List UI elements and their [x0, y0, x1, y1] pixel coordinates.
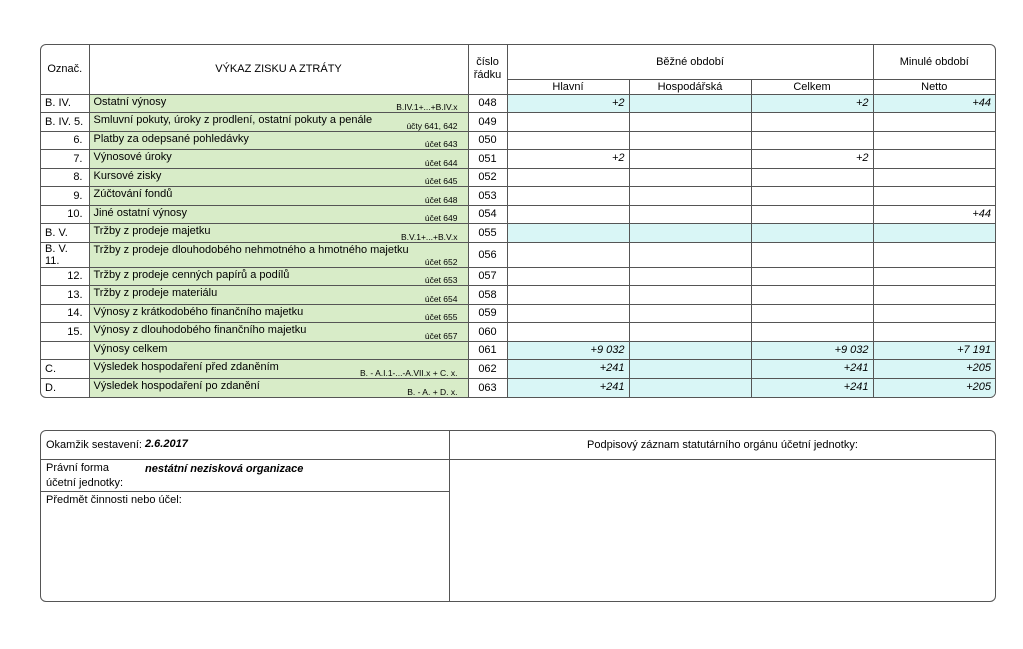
value-celkem [751, 304, 873, 323]
value-netto: +205 [873, 378, 995, 397]
value-celkem: +241 [751, 360, 873, 379]
row-account: účet 657 [424, 330, 458, 341]
row-title: Tržby z prodeje cenných papírů a podílů [93, 268, 290, 281]
row-title: Smluvní pokuty, úroky z prodlení, ostatní pokuty a penále [93, 114, 373, 126]
value-celkem [751, 242, 873, 267]
row-account: účet 648 [424, 194, 458, 205]
value-celkem [751, 205, 873, 224]
row-oznac: 10. [41, 205, 89, 224]
row-oznac: 6. [41, 131, 89, 150]
value-netto [873, 323, 995, 342]
row-title: Výnosy z dlouhodobého finančního majetku [93, 324, 307, 336]
value-celkem [751, 267, 873, 286]
okamzik-label: Okamžik sestavení: [46, 439, 142, 451]
row-oznac: 8. [41, 168, 89, 187]
table-row [41, 267, 995, 286]
row-oznac: C. [41, 360, 89, 379]
value-hlavni [507, 224, 629, 243]
value-hlavni: +2 [507, 150, 629, 169]
value-hospodarska [629, 378, 751, 397]
row-title: Výnosy z krátkodobého finančního majetku [93, 305, 304, 318]
table-row [41, 205, 995, 224]
row-title-cell [89, 341, 468, 360]
table-row [41, 131, 995, 150]
row-title: Tržby z prodeje majetku [93, 225, 211, 237]
row-title-cell [89, 113, 468, 132]
value-celkem [751, 131, 873, 150]
row-account: účet 652 [424, 256, 458, 267]
value-hospodarska [629, 323, 751, 342]
row-number: 058 [468, 286, 507, 305]
value-hlavni [507, 168, 629, 187]
row-number: 048 [468, 94, 507, 113]
header-hospodarska: Hospodářská [629, 79, 751, 94]
row-title-cell [89, 131, 468, 150]
value-celkem [751, 187, 873, 206]
table-row [41, 113, 995, 132]
row-number: 055 [468, 224, 507, 243]
row-number: 050 [468, 131, 507, 150]
row-account: účet 655 [424, 312, 458, 322]
row-title-cell [89, 360, 468, 379]
row-number: 054 [468, 205, 507, 224]
row-account: účet 643 [424, 139, 458, 149]
table-row [41, 341, 995, 360]
value-hospodarska [629, 187, 751, 206]
table-row [41, 304, 995, 323]
row-number: 060 [468, 323, 507, 342]
value-hospodarska [629, 341, 751, 360]
row-title: Ostatní výnosy [93, 95, 167, 108]
table-row [41, 323, 995, 342]
value-hlavni [507, 205, 629, 224]
row-title: Výnosové úroky [93, 151, 172, 163]
value-netto [873, 150, 995, 169]
row-title-cell [89, 187, 468, 206]
signature-box [40, 430, 996, 602]
row-title: Výnosy celkem [93, 342, 168, 355]
value-celkem: +2 [751, 94, 873, 113]
row-title-cell [89, 168, 468, 187]
row-account: účet 654 [424, 293, 458, 304]
row-oznac: 14. [41, 304, 89, 323]
value-celkem: +241 [751, 378, 873, 397]
row-number: 063 [468, 378, 507, 397]
row-title-cell [89, 224, 468, 243]
value-hospodarska [629, 224, 751, 243]
value-hlavni [507, 286, 629, 305]
row-oznac: 7. [41, 150, 89, 169]
value-hospodarska [629, 150, 751, 169]
table-row [41, 150, 995, 169]
table-row [41, 187, 995, 206]
header-hlavni: Hlavní [507, 79, 629, 94]
header-netto: Netto [873, 79, 995, 94]
value-hlavni [507, 304, 629, 323]
value-netto [873, 224, 995, 243]
value-netto [873, 131, 995, 150]
value-netto [873, 168, 995, 187]
value-hlavni: +241 [507, 378, 629, 397]
table-row [41, 242, 995, 267]
row-oznac: D. [41, 378, 89, 397]
row-title-cell [89, 205, 468, 224]
value-netto [873, 187, 995, 206]
table-row [41, 94, 995, 113]
row-title: Jiné ostatní výnosy [93, 206, 188, 219]
row-account: B. - A. + D. x. [407, 386, 458, 397]
row-title-cell [89, 286, 468, 305]
value-hlavni: +9 032 [507, 341, 629, 360]
header-title: VÝKAZ ZISKU A ZTRÁTY [89, 45, 468, 94]
row-account: účet 644 [424, 157, 458, 168]
row-title-cell [89, 94, 468, 113]
row-title-cell [89, 378, 468, 397]
row-oznac: 13. [41, 286, 89, 305]
value-celkem [751, 286, 873, 305]
header-cislo [468, 45, 507, 94]
row-number: 056 [468, 242, 507, 267]
value-hospodarska [629, 94, 751, 113]
header-cislo-line2: řádku [473, 69, 502, 82]
row-title: Tržby z prodeje materiálu [93, 287, 218, 299]
value-hlavni [507, 267, 629, 286]
value-hlavni [507, 187, 629, 206]
value-hospodarska [629, 304, 751, 323]
value-hospodarska [629, 205, 751, 224]
value-netto: +44 [873, 94, 995, 113]
value-hospodarska [629, 113, 751, 132]
value-celkem: +2 [751, 150, 873, 169]
pravni-forma-label-2: účetní jednotky: [46, 477, 124, 489]
value-netto [873, 286, 995, 305]
value-hlavni [507, 131, 629, 150]
value-netto: +7 191 [873, 341, 995, 360]
row-title: Zúčtování fondů [93, 188, 173, 200]
value-netto [873, 242, 995, 267]
row-title: Tržby z prodeje dlouhodobého nehmotného a hmotného majetku [93, 243, 409, 256]
value-hlavni [507, 113, 629, 132]
header-bezne-obdobi: Běžné období [507, 45, 873, 79]
row-account: B. - A.I.1-...-A.VII.x + C. x. [359, 367, 458, 378]
header-celkem: Celkem [751, 79, 873, 94]
pravni-forma-label-1: Právní forma [46, 462, 109, 474]
pravni-forma-value: nestátní nezisková organizace [145, 463, 304, 475]
value-hlavni [507, 323, 629, 342]
row-number: 062 [468, 360, 507, 379]
value-celkem: +9 032 [751, 341, 873, 360]
row-title: Kursové zisky [93, 169, 162, 182]
value-hospodarska [629, 360, 751, 379]
row-title-cell [89, 150, 468, 169]
okamzik-value: 2.6.2017 [145, 438, 188, 450]
profit-loss-table [40, 44, 996, 398]
podpis-label: Podpisový záznam statutárního orgánu účetní jednotky: [587, 439, 858, 451]
row-account: účty 641, 642 [406, 120, 458, 131]
value-hospodarska [629, 267, 751, 286]
row-title-cell [89, 304, 468, 323]
value-celkem [751, 224, 873, 243]
row-oznac: B. IV. [41, 94, 89, 113]
value-hlavni: +2 [507, 94, 629, 113]
value-hospodarska [629, 131, 751, 150]
row-account: účet 653 [424, 275, 458, 285]
row-number: 059 [468, 304, 507, 323]
value-netto: +205 [873, 360, 995, 379]
row-number: 051 [468, 150, 507, 169]
value-celkem [751, 323, 873, 342]
table-row [41, 360, 995, 379]
table-row [41, 224, 995, 243]
row-oznac: B. IV. 5. [41, 113, 89, 132]
header-cislo-line1: číslo [476, 56, 499, 69]
row-account: účet 649 [424, 213, 458, 223]
value-netto [873, 267, 995, 286]
row-title: Výsledek hospodaření po zdanění [93, 379, 260, 392]
value-hlavni: +241 [507, 360, 629, 379]
row-title-cell [89, 267, 468, 286]
row-title: Výsledek hospodaření před zdaněním [93, 361, 279, 373]
row-account: účet 645 [424, 176, 458, 186]
row-oznac: B. V. [41, 224, 89, 243]
header-minule-obdobi: Minulé období [873, 45, 995, 79]
row-oznac: 15. [41, 323, 89, 342]
row-oznac: B. V. 11. [41, 242, 89, 267]
table-row [41, 286, 995, 305]
value-hospodarska [629, 286, 751, 305]
row-oznac: 12. [41, 267, 89, 286]
row-number: 053 [468, 187, 507, 206]
predmet-label: Předmět činnosti nebo účel: [46, 494, 182, 506]
value-celkem [751, 113, 873, 132]
row-title-cell [89, 323, 468, 342]
value-netto: +44 [873, 205, 995, 224]
row-title: Platby za odepsané pohledávky [93, 132, 249, 145]
row-number: 052 [468, 168, 507, 187]
row-number: 049 [468, 113, 507, 132]
value-hospodarska [629, 242, 751, 267]
row-account: B.IV.1+...+B.IV.x [396, 102, 458, 112]
value-netto [873, 113, 995, 132]
row-number: 061 [468, 341, 507, 360]
value-netto [873, 304, 995, 323]
value-hlavni [507, 242, 629, 267]
table-row [41, 168, 995, 187]
row-account: B.V.1+...+B.V.x [400, 231, 458, 242]
value-hospodarska [629, 168, 751, 187]
row-oznac: 9. [41, 187, 89, 206]
value-celkem [751, 168, 873, 187]
row-number: 057 [468, 267, 507, 286]
row-oznac [41, 341, 89, 360]
row-title-cell [89, 242, 468, 267]
table-row [41, 378, 995, 397]
header-oznac: Označ. [41, 45, 89, 94]
